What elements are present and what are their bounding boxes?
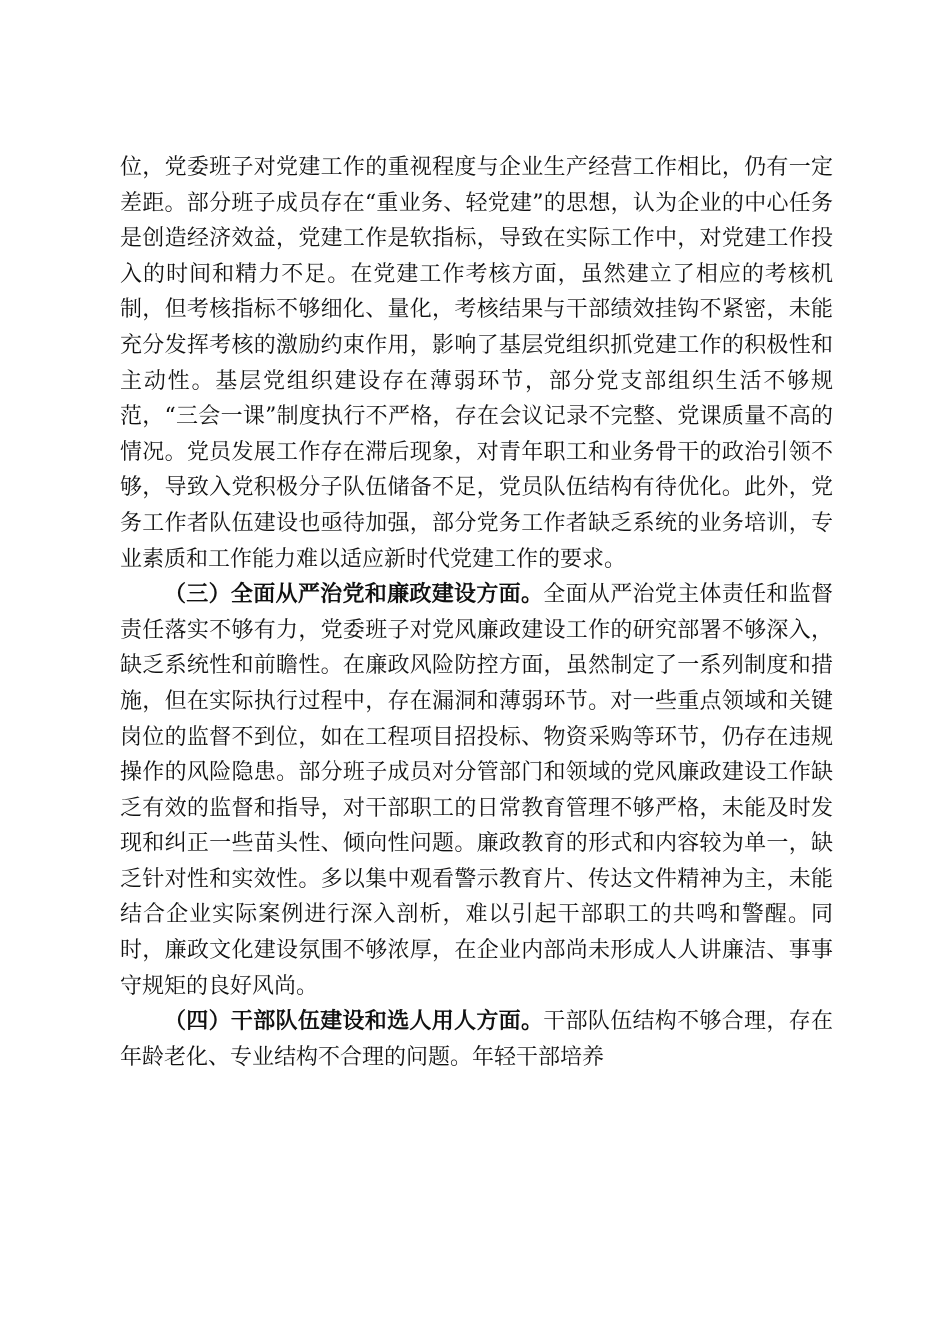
paragraph-party-building-continuation: [120, 150, 833, 577]
paragraph-section-3-discipline: [120, 577, 833, 1004]
section-3-heading: （三）全面从严治党和廉政建设方面。: [164, 581, 544, 608]
paragraph-text: 干部队伍结构不够合理，存在年龄老化、专业结构不合理的问题。年轻干部培养: [120, 1009, 833, 1070]
document-body: [120, 150, 833, 1075]
paragraph-text: 位，党委班子对党建工作的重视程度与企业生产经营工作相比，仍有一定差距。部分班子成员存在“重业务、轻党建”的思想，认为企业的中心任务是创造经济效益，党建工作是软指标，导致在实际工作中，对党建工作投入的时间和精力不足。在党建工作考核方面，虽然建立了相应的考核机制，但考核指标不够细化、量化，考核结果与干部绩效挂钩不紧密，未能充分发挥考核的激励约束作用，影响了基层党组织抓党建工作的积极性和主动性。基层党组织建设存在薄弱环节，部分党支部组织生活不够规范，“三会一课”制度执行不严格，存在会议记录不完整、党课质量不高的情况。党员发展工作存在滞后现象，对青年职工和业务骨干的政治引领不够，导致入党积极分子队伍储备不足，党员队伍结构有待优化。此外，党务工作者队伍建设也亟待加强，部分党务工作者缺乏系统的业务培训，专业素质和工作能力难以适应新时代党建工作的要求。: [120, 155, 833, 572]
paragraph-text: 全面从严治党主体责任和监督责任落实不够有力，党委班子对党风廉政建设工作的研究部署不够深入，缺乏系统性和前瞻性。在廉政风险防控方面，虽然制定了一系列制度和措施，但在实际执行过程中，存在漏洞和薄弱环节。对一些重点领域和关键岗位的监督不到位，如在工程项目招投标、物资采购等环节，仍存在违规操作的风险隐患。部分班子成员对分管部门和领域的党风廉政建设工作缺乏有效的监督和指导，对干部职工的日常教育管理不够严格，未能及时发现和纠正一些苗头性、倾向性问题。廉政教育的形式和内容较为单一，缺乏针对性和实效性。多以集中观看警示教育片、传达文件精神为主，未能结合企业实际案例进行深入剖析，难以引起干部职工的共鸣和警醒。同时，廉政文化建设氛围不够浓厚，在企业内部尚未形成人人讲廉洁、事事守规矩的良好风尚。: [120, 582, 833, 999]
section-4-heading: （四）干部队伍建设和选人用人方面。: [164, 1008, 544, 1035]
paragraph-section-4-cadre: [120, 1004, 833, 1075]
